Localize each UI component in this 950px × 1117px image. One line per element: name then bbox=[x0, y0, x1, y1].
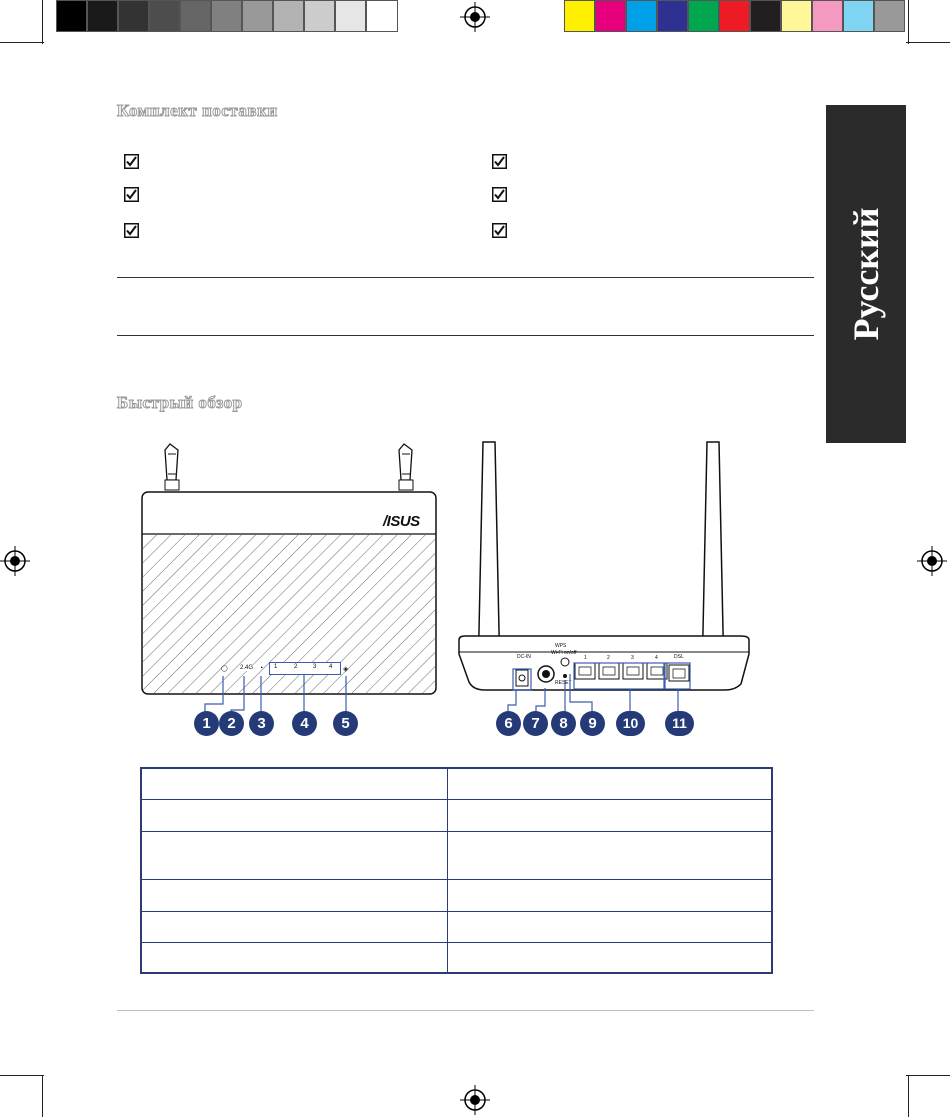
callout-2: 2 bbox=[219, 711, 244, 736]
footer-divider bbox=[117, 1010, 814, 1011]
color-swatch bbox=[304, 0, 335, 32]
power-led-icon: ◯ bbox=[221, 666, 228, 672]
checkbox-checked-icon bbox=[124, 187, 139, 202]
registration-mark-icon bbox=[460, 1085, 490, 1115]
color-swatch bbox=[564, 0, 595, 32]
callout-7: 7 bbox=[523, 711, 548, 736]
callout-3: 3 bbox=[249, 711, 274, 736]
callout-11: 11 bbox=[665, 711, 694, 736]
color-swatch bbox=[366, 0, 398, 32]
registration-mark-icon bbox=[460, 2, 490, 32]
callout-8: 8 bbox=[551, 711, 576, 736]
checkbox-checked-icon bbox=[492, 223, 507, 238]
color-swatch bbox=[56, 0, 87, 32]
checkbox-checked-icon bbox=[124, 154, 139, 169]
language-tab bbox=[826, 105, 906, 443]
color-swatch bbox=[688, 0, 719, 32]
lan-port-label: 3 bbox=[631, 655, 634, 661]
color-swatch bbox=[180, 0, 211, 32]
color-swatch bbox=[118, 0, 149, 32]
antenna-right bbox=[399, 444, 413, 490]
wifi-led-label: 2.4G bbox=[240, 665, 254, 671]
dsl-led-icon: ◈ bbox=[343, 666, 349, 673]
callout-10: 10 bbox=[616, 711, 645, 736]
lan-port-label: 1 bbox=[584, 655, 587, 661]
color-swatch bbox=[750, 0, 781, 32]
color-swatch bbox=[781, 0, 812, 32]
wifi-onoff-label: Wi-Fi on/off bbox=[551, 650, 577, 656]
color-swatch bbox=[595, 0, 626, 32]
callout-5: 5 bbox=[333, 711, 358, 736]
callout-9: 9 bbox=[580, 711, 605, 736]
registration-mark-icon bbox=[917, 546, 947, 576]
lan-led-label: 4 bbox=[329, 664, 333, 670]
checkbox-checked-icon bbox=[124, 223, 139, 238]
dsl-port-label: DSL bbox=[674, 654, 684, 660]
lan-led-label: 2 bbox=[294, 664, 298, 670]
color-swatch bbox=[273, 0, 304, 32]
color-swatch bbox=[211, 0, 242, 32]
checkbox-checked-icon bbox=[492, 154, 507, 169]
language-label: Русский bbox=[846, 207, 886, 341]
wps-label: WPS bbox=[555, 643, 567, 649]
color-swatch bbox=[149, 0, 180, 32]
antenna-left bbox=[165, 444, 179, 490]
color-swatch bbox=[657, 0, 688, 32]
color-swatch bbox=[335, 0, 366, 32]
quick-overview-heading: Быстрый обзор bbox=[117, 393, 243, 412]
registration-mark-icon bbox=[0, 546, 30, 576]
dcin-label: DC-IN bbox=[517, 654, 531, 660]
color-swatch bbox=[843, 0, 874, 32]
reset-label: RESET bbox=[555, 680, 572, 686]
divider bbox=[117, 277, 814, 278]
callout-4: 4 bbox=[292, 711, 317, 736]
color-swatch bbox=[874, 0, 905, 32]
color-swatch bbox=[87, 0, 118, 32]
package-contents-heading: Комплект поставки bbox=[117, 101, 278, 120]
checkbox-checked-icon bbox=[492, 187, 507, 202]
color-swatch bbox=[812, 0, 843, 32]
callout-6: 6 bbox=[496, 711, 521, 736]
asus-logo: /ISUS bbox=[383, 513, 420, 530]
color-swatch bbox=[626, 0, 657, 32]
lan-port-label: 2 bbox=[607, 655, 610, 661]
lan-port-label: 4 bbox=[655, 655, 658, 661]
color-swatch bbox=[719, 0, 750, 32]
components-legend-table bbox=[140, 767, 773, 974]
lan-led-label: 1 bbox=[274, 664, 278, 670]
lan-led-label: 3 bbox=[313, 664, 317, 670]
divider bbox=[117, 335, 814, 336]
wan-led-icon: ◔ bbox=[259, 665, 264, 672]
callout-1: 1 bbox=[194, 711, 219, 736]
color-swatch bbox=[242, 0, 273, 32]
